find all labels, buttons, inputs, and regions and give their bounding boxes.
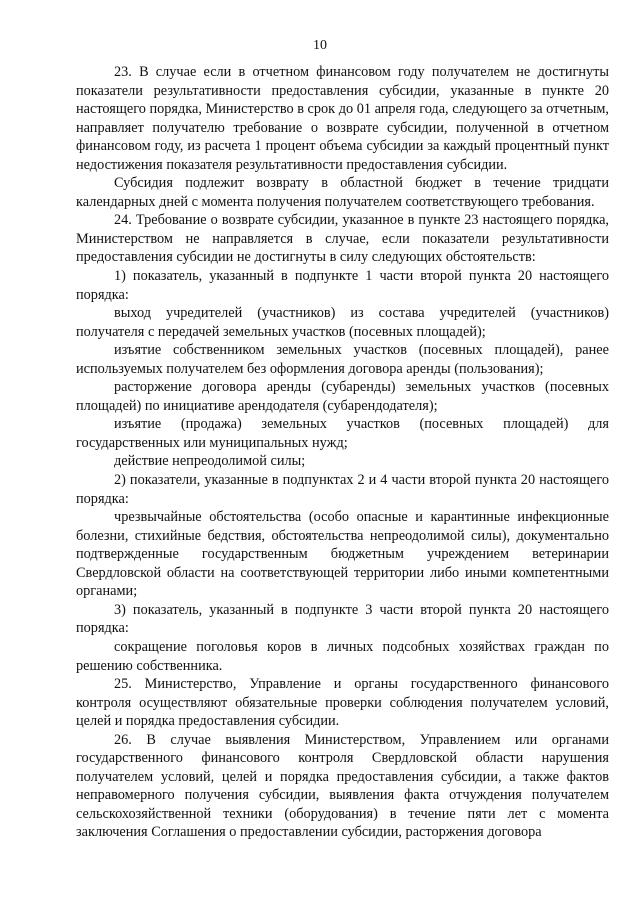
paragraph-24-item-1: 1) показатель, указанный в подпункте 1 части второй пункта 20 настоящего порядка: — [76, 268, 609, 303]
paragraph-24-item-1-case-seizure: изъятие (продажа) земельных участков (посевных площадей) для государственных или муниципальных нужд; — [76, 416, 609, 451]
paragraph-26: 26. В случае выявления Министерством, Управлением или органами государственного финансового контроля Свердловской области нарушения получателем условий, целей и порядка предоставления субсидии, а также фактов неправомерного получения субсидии, выявления факта отчуждения получателем сельскохозяйственной техники (оборудования) в течение пяти лет с момента заключения Соглашения о предоставлении субсидии, расторжения договора — [76, 731, 609, 841]
paragraph-24-item-1-case-force-majeure: действие непреодолимой силы; — [114, 453, 306, 470]
paragraph-24-item-2: 2) показатели, указанные в подпунктах 2 и 4 части второй пункта 20 настоящего порядка: — [76, 472, 609, 507]
paragraph-24-item-3-case-livestock: сокращение поголовья коров в личных подсобных хозяйствах граждан по решению собственника. — [76, 638, 609, 674]
paragraph-24-item-1-case-exit: выход учредителей (участников) из состава учредителей (участников) получателя с передачей земельных участков (посевных площадей); — [76, 305, 609, 340]
paragraph-25: 25. Министерство, Управление и органы государственного финансового контроля осуществляют обязательные проверки соблюдения получателем условий, целей и порядка предоставления субсидии. — [76, 676, 609, 730]
paragraph-24-item-1-case-withdrawal: изъятие собственником земельных участков (посевных площадей), ранее используемых получателем без оформления договора аренды (пользования); — [76, 342, 609, 377]
paragraph-24-item-3: 3) показатель, указанный в подпункте 3 части второй пункта 20 настоящего порядка: — [76, 601, 609, 637]
paragraph-23: 23. В случае если в отчетном финансовом году получателем не достигнуты показатели результативности предоставления субсидии, указанные в пункте 20 настоящего порядка, Министерство в срок до 01 апреля года, следующего за отчетным, направляет получателю требование о возврате субсидии, полученной в отчетном финансовом году, из расчета 1 процент объема субсидии за каждый процентный пункт недостижения показателя результативности предоставления субсидии. — [76, 64, 609, 173]
document-body — [76, 63, 609, 842]
paragraph-24-item-1-case-termination: расторжение договора аренды (субаренды) земельных участков (посевных площадей) по инициативе арендодателя (субарендодателя); — [76, 379, 609, 414]
paragraph-24: 24. Требование о возврате субсидии, указанное в пункте 23 настоящего порядка, Министерством не направляется в случае, если показатели результативности предоставления субсидии не достигнуты в силу следующих обстоятельств: — [76, 212, 609, 266]
paragraph-23-refund-term: Субсидия подлежит возврату в областной бюджет в течение тридцати календарных дней с момента получения получателем соответствующего требования. — [76, 175, 609, 210]
paragraph-24-item-2-case-emergency: чрезвычайные обстоятельства (особо опасные и карантинные инфекционные болезни, стихийные бедствия, обстоятельства непреодолимой силы), документально подтвержденные государственным бюджетным учреждением ветеринарии Свердловской области на соответствующей территории либо иными компетентными органами; — [76, 509, 609, 600]
page-number: 10 — [313, 38, 327, 53]
